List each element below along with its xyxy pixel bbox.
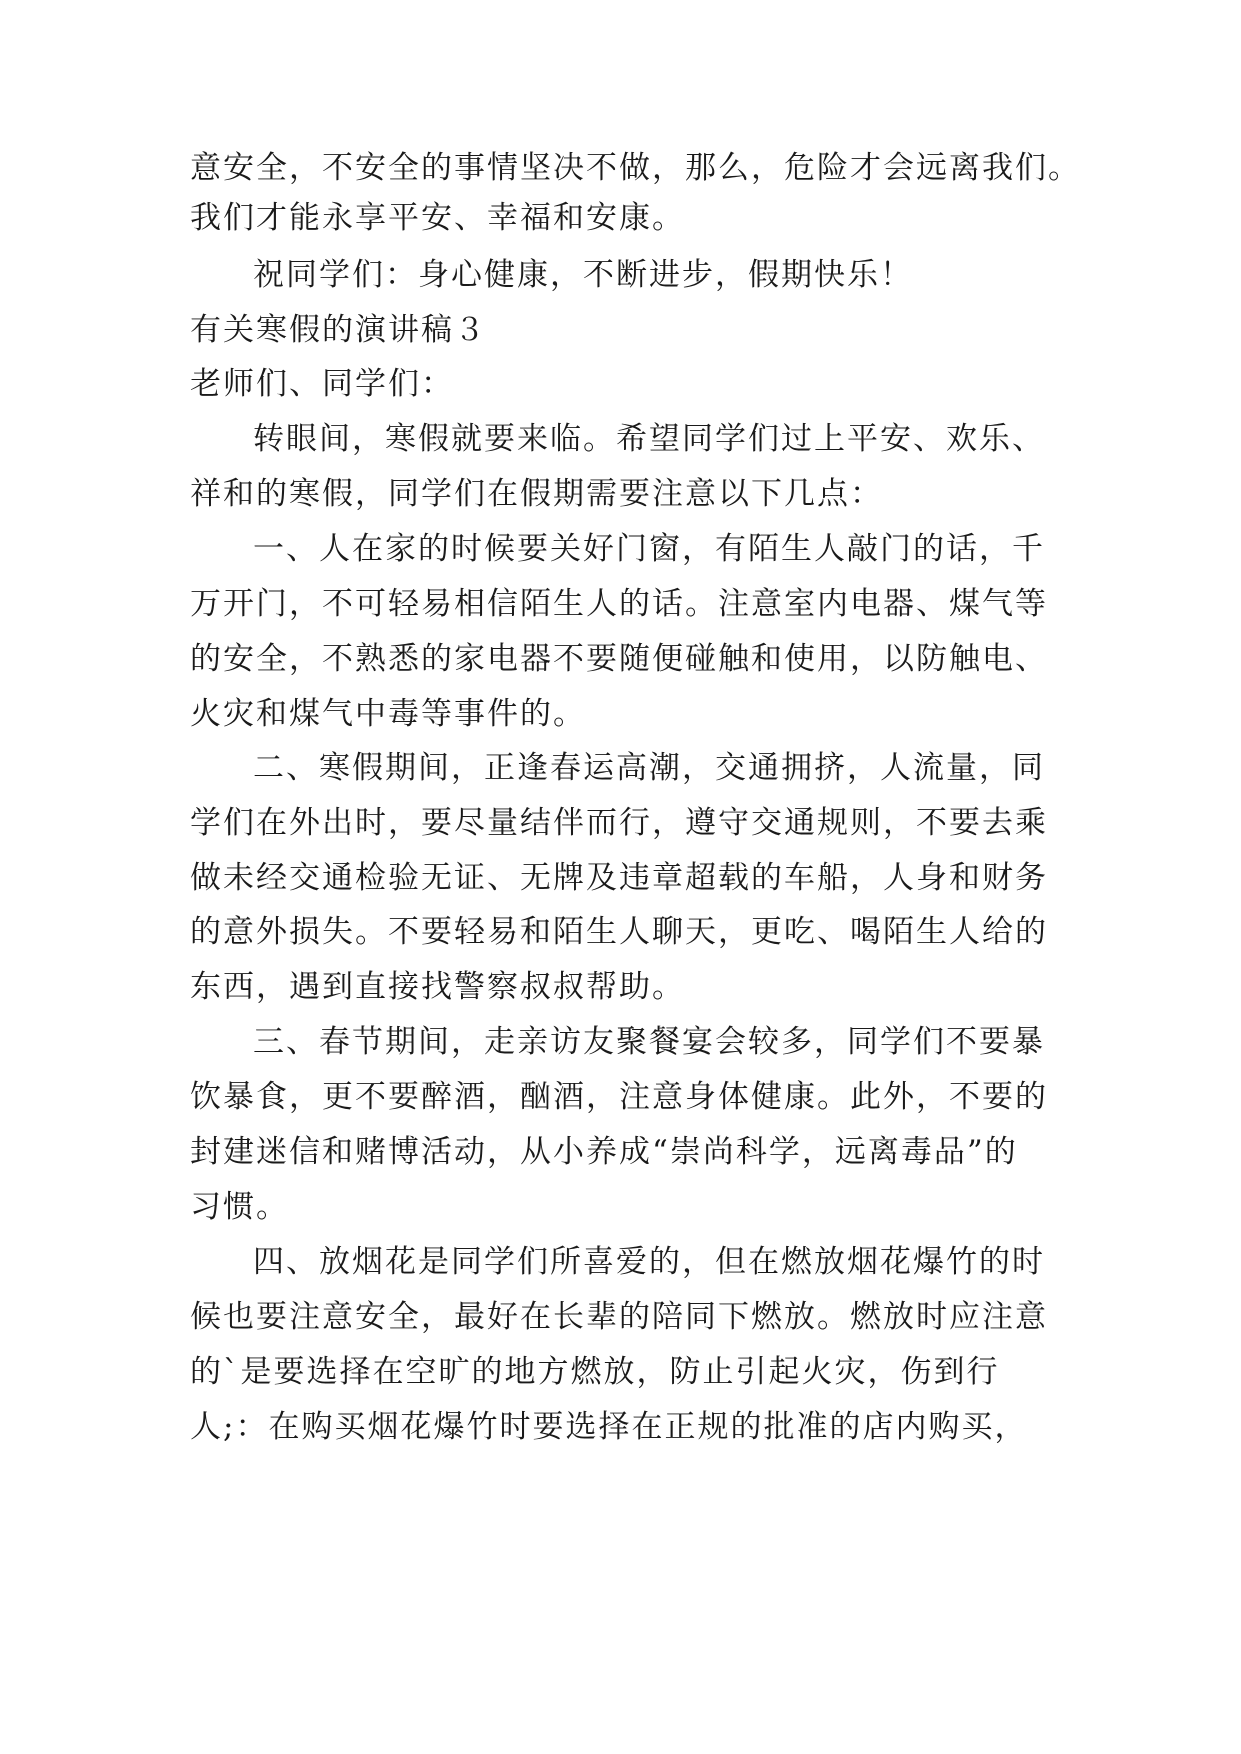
text-line: 做未经交通检验无证、无牌及违章超载的车船，人身和财务 bbox=[190, 860, 1048, 896]
paragraph-point-2: 二、寒假期间，正逢春运高潮，交通拥挤，人流量，同 bbox=[253, 750, 1045, 786]
text-line: 饮暴食，更不要醉酒，酗酒，注意身体健康。此外，不要的 bbox=[190, 1079, 1048, 1115]
text-line: 火灾和煤气中毒等事件的。 bbox=[190, 696, 586, 732]
text-line: 习惯。 bbox=[190, 1189, 289, 1225]
section-heading: 有关寒假的演讲稿３ bbox=[190, 312, 487, 348]
salutation: 老师们、同学们： bbox=[190, 366, 454, 402]
text-line: 的意外损失。不要轻易和陌生人聊天，更吃、喝陌生人给的 bbox=[190, 914, 1048, 950]
text-line: 意安全，不安全的事情坚决不做，那么，危险才会远离我们。 bbox=[190, 150, 1081, 186]
closing-wish: 祝同学们：身心健康，不断进步，假期快乐！ bbox=[253, 257, 913, 293]
text-line: 东西，遇到直接找警察叔叔帮助。 bbox=[190, 969, 685, 1005]
paragraph-point-1: 一、人在家的时候要关好门窗，有陌生人敲门的话，千 bbox=[253, 531, 1045, 567]
text-line: 的`是要选择在空旷的地方燃放，防止引起火灾，伤到行 bbox=[190, 1354, 1000, 1390]
paragraph-point-4: 四、放烟花是同学们所喜爱的，但在燃放烟花爆竹的时 bbox=[253, 1244, 1045, 1280]
text-line: 封建迷信和赌博活动，从小养成“崇尚科学，远离毒品”的 bbox=[190, 1134, 1018, 1170]
text-line: 万开门，不可轻易相信陌生人的话。注意室内电器、煤气等 bbox=[190, 586, 1048, 622]
paragraph-intro: 转眼间，寒假就要来临。希望同学们过上平安、欢乐、 bbox=[253, 421, 1045, 457]
text-line: 我们才能永享平安、幸福和安康。 bbox=[190, 200, 685, 236]
text-line: 候也要注意安全，最好在长辈的陪同下燃放。燃放时应注意 bbox=[190, 1299, 1048, 1335]
text-line: 祥和的寒假，同学们在假期需要注意以下几点： bbox=[190, 476, 883, 512]
text-line: 的安全，不熟悉的家电器不要随便碰触和使用，以防触电、 bbox=[190, 641, 1048, 677]
paragraph-point-3: 三、春节期间，走亲访友聚餐宴会较多，同学们不要暴 bbox=[253, 1024, 1045, 1060]
text-line: 人;：在购买烟花爆竹时要选择在正规的批准的店内购买， bbox=[190, 1409, 1028, 1445]
text-line: 学们在外出时，要尽量结伴而行，遵守交通规则，不要去乘 bbox=[190, 805, 1048, 841]
